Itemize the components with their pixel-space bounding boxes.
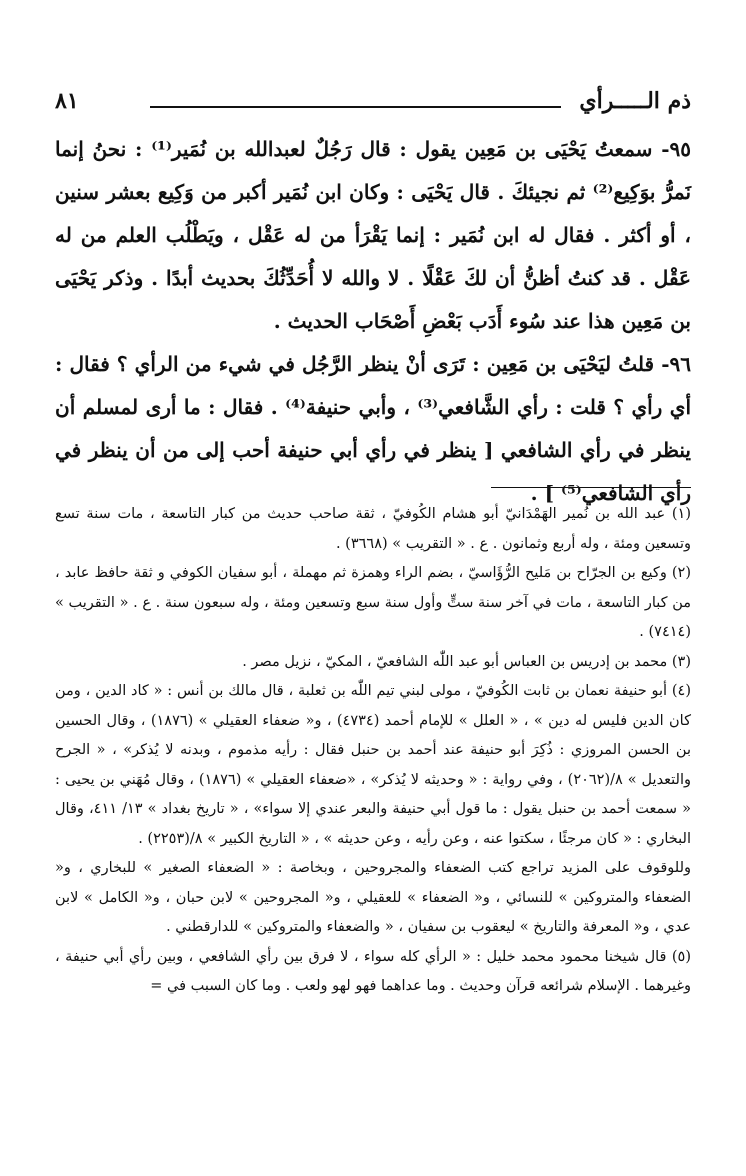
footnote-3: (٣) محمد بن إدريس بن العباس أبو عبد اللّٰه الشافعيّ ، المكيّ ، نزيل مصر . xyxy=(242,653,691,670)
paragraph-96: ٩٦- قلتُ ليَحْيَى بن مَعِين : تَرَى أنْ ينظر الرَّجُل في شيء من الرأي ؟ فقال : أي رأي ؟ قلت : رأي الشَّافعي⁽³⁾ ، وأبي حنيفة⁽⁴⁾ . فقال : ما أرى لمسلم أن ينظر في رأي الشافعي [ ينظر في رأي أبي حنيفة أحب إلى من أن ينظر في رأي الشافعي⁽⁵⁾ ] . xyxy=(55,352,692,505)
footnote-separator xyxy=(491,487,691,488)
footnote-5: (٥) قال شيخنا محمود محمد خليل : « الرأي كله سواء ، لا فرق بين رأي الشافعي ، وبين رأي أبي حنيفة ، وغيرهما . الإسلام شرائعه قرآن وحديث . وما عداهما فهو لهو ولعب . وما كان السبب في = xyxy=(55,948,691,994)
footnotes xyxy=(55,500,691,1002)
footnote-2: (٢) وكيع بن الجرّاح بن مَليح الرُّؤَاسيّ ، بضم الراء وهمزة ثم مهملة ، أبو سفيان الكوفي و ثقة حافظ عابد ، من كبار التاسعة ، مات في آخر سنة ستٍّ وأول سنة سبع وتسعين ومئة ، وله سبعون سنة . ع . « التقريب » (٧٤١٤) . xyxy=(55,565,691,640)
running-title: ذم الـــــرأي xyxy=(579,88,691,114)
page-header xyxy=(55,88,691,124)
header-rule xyxy=(150,106,561,108)
footnote-1: (١) عبد الله بن نُمير الهَمْدَانيّ أبو هشام الكُوفيّ ، ثقة صاحب حديث من كبار التاسعة ، مات سنة تسع وتسعين ومئة ، وله أربع وثمانون . ع . « التقريب » (٣٦٦٨) . xyxy=(55,506,691,552)
footnote-4: (٤) أبو حنيفة نعمان بن ثابت الكُوفيّ ، مولى لبني تيم اللّٰه بن ثعلبة ، قال مالك بن أنس : « كاد الدين ، ومن كان الدين فليس له دين » ، « العلل » للإمام أحمد (٤٧٣٤) ، و« ضعفاء العقيلي » (١٨٧٦) ، وقال الحسين بن الحسن المروزي : ذُكِرَ أبو حنيفة عند أحمد بن حنبل فقال : رأيه مذموم ، وبدنه لا يُذكر» ، « الجرح والتعديل » ٨/(٢٠٦٢) ، وفي رواية : « وحديثه لا يُذكر» ، «ضعفاء العقيلي » (١٨٧٦) ، وقال مُهَني بن يحيى : « سمعت أحمد بن حنبل يقول : ما قول أبي حنيفة والبعر عندي إلا سواء» ، « تاريخ بغداد » ١٣/ ٤١١، وقال البخاري : « كان مرجئًا ، سكتوا عنه ، وعن رأيه ، وعن حديثه » ، « التاريخ الكبير » ٨/(٢٢٥٣) . xyxy=(55,683,692,847)
page-number: ٨١ xyxy=(55,88,79,114)
footnote-4-continued: وللوقوف على المزيد تراجع كتب الضعفاء والمجروحين ، وبخاصة : « الضعفاء الصغير » للبخاري ، و« الضعفاء والمتروكين » للنسائي ، و« الضعفاء » للعقيلي ، و« المجروحين » لابن حبان ، و« الكامل » لابن عدي ، و« المعرفة والتاريخ » ليعقوب بن سفيان ، « والضعفاء والمتروكين » للدارقطني . xyxy=(55,860,691,935)
paragraph-95: ٩٥- سمعتُ يَحْيَى بن مَعِين يقول : قال رَجُلٌ لعبدالله بن نُمَير⁽¹⁾ : نحنُ إنما نَمرُّ بوَكِيع⁽²⁾ ثم نجيئكَ . قال يَحْيَى : وكان ابن نُمَير أكبر من وَكِيع بعشر سنين ، أو أكثر . فقال له ابن نُمَير : إنما يَقْرَأ من له عَقْل ، ويَطْلُب العلم من له عَقْل . قد كنتُ أظنُّ أن لكَ عَقْلًا . لا والله لا أُحَدِّثُكَ بحديث أبدًا . وذكر يَحْيَى بن مَعِين هذا عند سُوء أَدَب بَعْضِ أَصْحَاب الحديث . xyxy=(55,137,692,333)
main-text xyxy=(55,128,691,515)
